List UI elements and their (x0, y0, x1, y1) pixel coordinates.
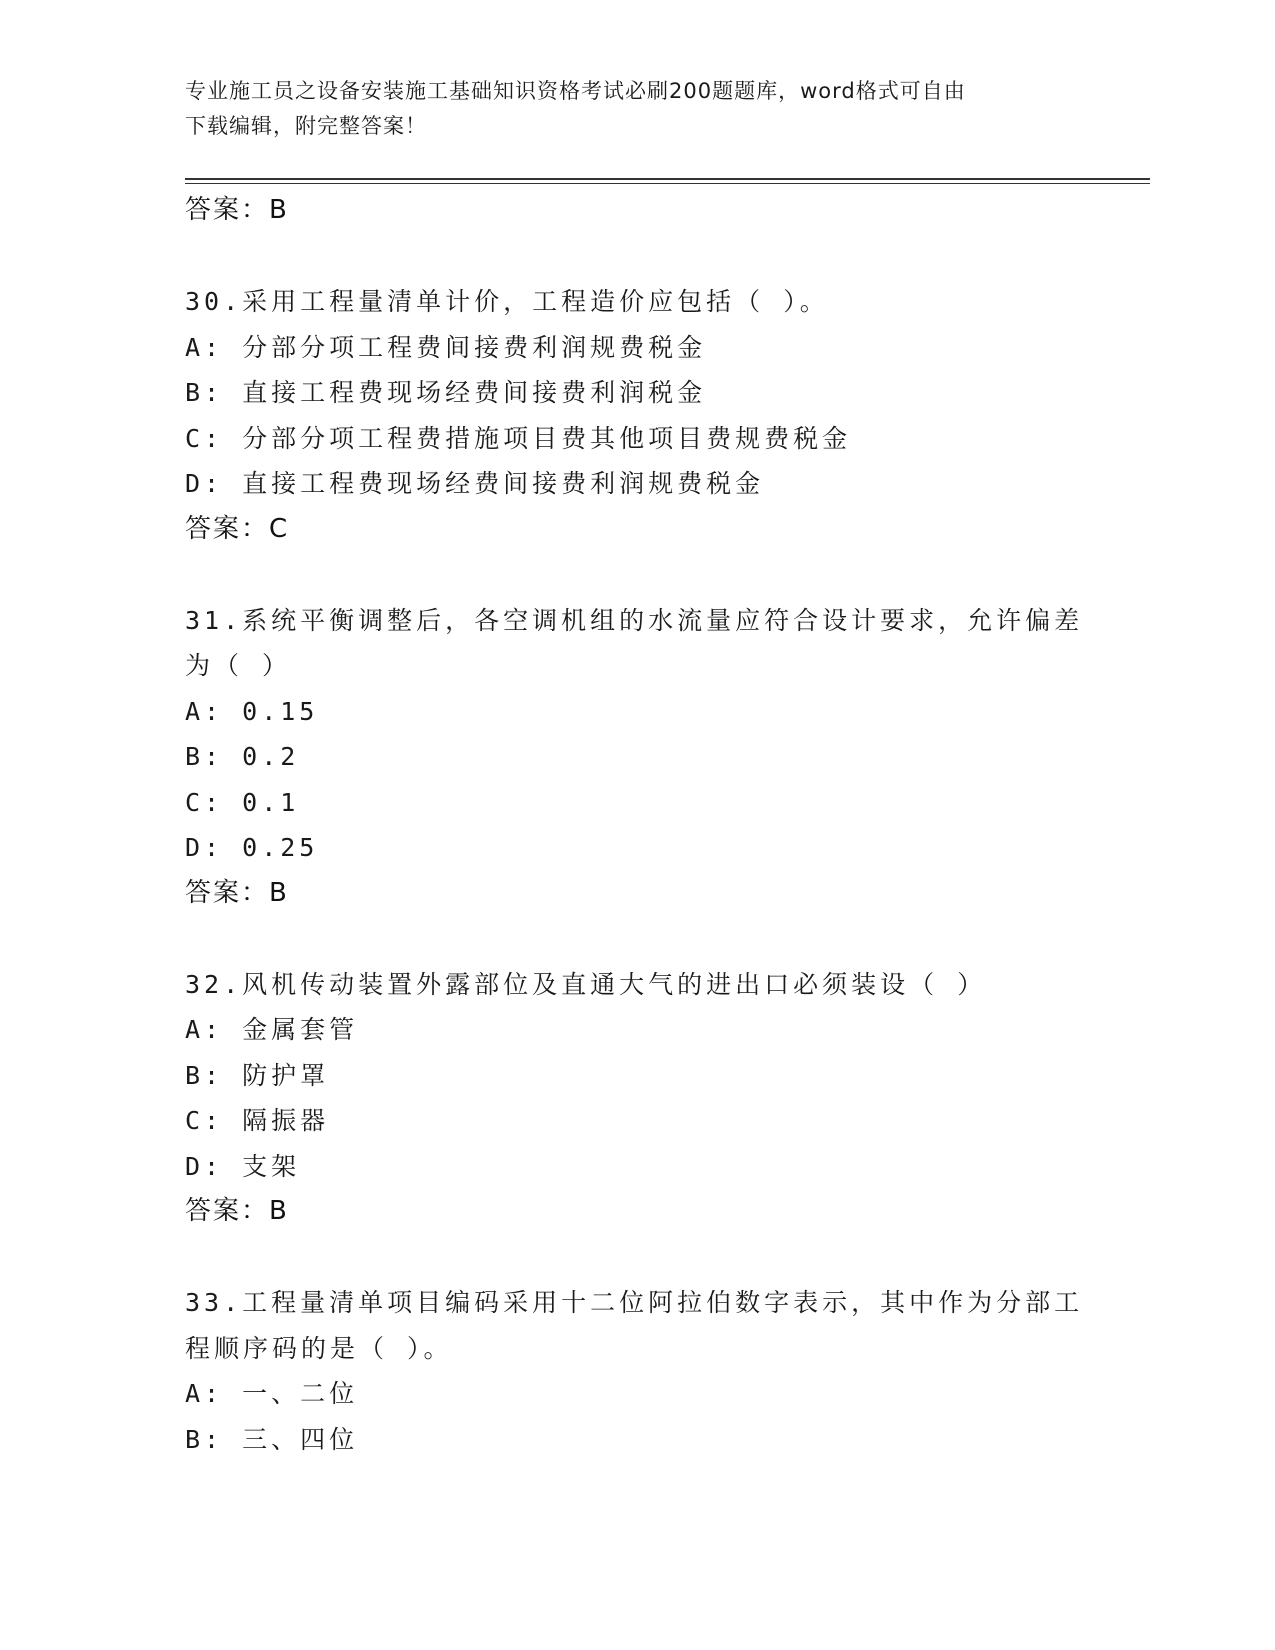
option-d: D: 支架 (185, 1151, 301, 1181)
question-stem: 30.采用工程量清单计价，工程造价应包括（ ）。 (185, 287, 829, 316)
header-line-2: 下载编辑，附完整答案！ (185, 114, 427, 138)
option-b: B: 三、四位 (185, 1424, 359, 1454)
document-header (185, 74, 1065, 144)
question-stem: 31.系统平衡调整后，各空调机组的水流量应符合设计要求，允许偏差 (185, 605, 1084, 635)
question-stem-continued: 程顺序码的是（ ）。 (185, 1333, 453, 1363)
spacer (185, 552, 1085, 598)
spacer (185, 234, 1085, 280)
header-divider-thick (185, 178, 1150, 180)
question-stem-continued: 为（ ） (185, 651, 292, 680)
option-a: A: 分部分项工程费间接费利润规费税金 (185, 332, 707, 362)
option-c: C: 0.1 (185, 787, 300, 817)
question-31 (185, 598, 1085, 917)
option-a: A: 0.15 (185, 696, 319, 726)
question-30 (185, 279, 1085, 552)
spacer (185, 916, 1085, 962)
answer-line: 答案：B (185, 877, 289, 908)
question-32 (185, 962, 1085, 1235)
question-content (185, 188, 1085, 1462)
option-a: A: 一、二位 (185, 1379, 359, 1408)
option-b: B: 0.2 (185, 742, 300, 771)
answer-line: 答案：B (185, 1196, 289, 1226)
option-c: C: 隔振器 (185, 1106, 330, 1135)
option-d: D: 0.25 (185, 833, 319, 862)
spacer (185, 1235, 1085, 1281)
header-line-1: 专业施工员之设备安装施工基础知识资格考试必刷200题题库，word格式可自由 (185, 79, 966, 103)
option-b: B: 直接工程费现场经费间接费利润税金 (185, 378, 707, 407)
answer-line: 答案：C (185, 513, 290, 544)
question-stem: 33.工程量清单项目编码采用十二位阿拉伯数字表示，其中作为分部工 (185, 1288, 1084, 1317)
option-b: B: 防护罩 (185, 1060, 330, 1090)
question-stem: 32.风机传动装置外露部位及直通大气的进出口必须装设（ ） (185, 969, 987, 999)
option-c: C: 分部分项工程费措施项目费其他项目费规费税金 (185, 423, 852, 453)
option-d: D: 直接工程费现场经费间接费利润规费税金 (185, 469, 765, 498)
question-33 (185, 1280, 1085, 1462)
header-divider-thin (185, 183, 1150, 184)
option-a: A: 金属套管 (185, 1015, 359, 1044)
previous-answer: 答案：B (185, 195, 289, 225)
